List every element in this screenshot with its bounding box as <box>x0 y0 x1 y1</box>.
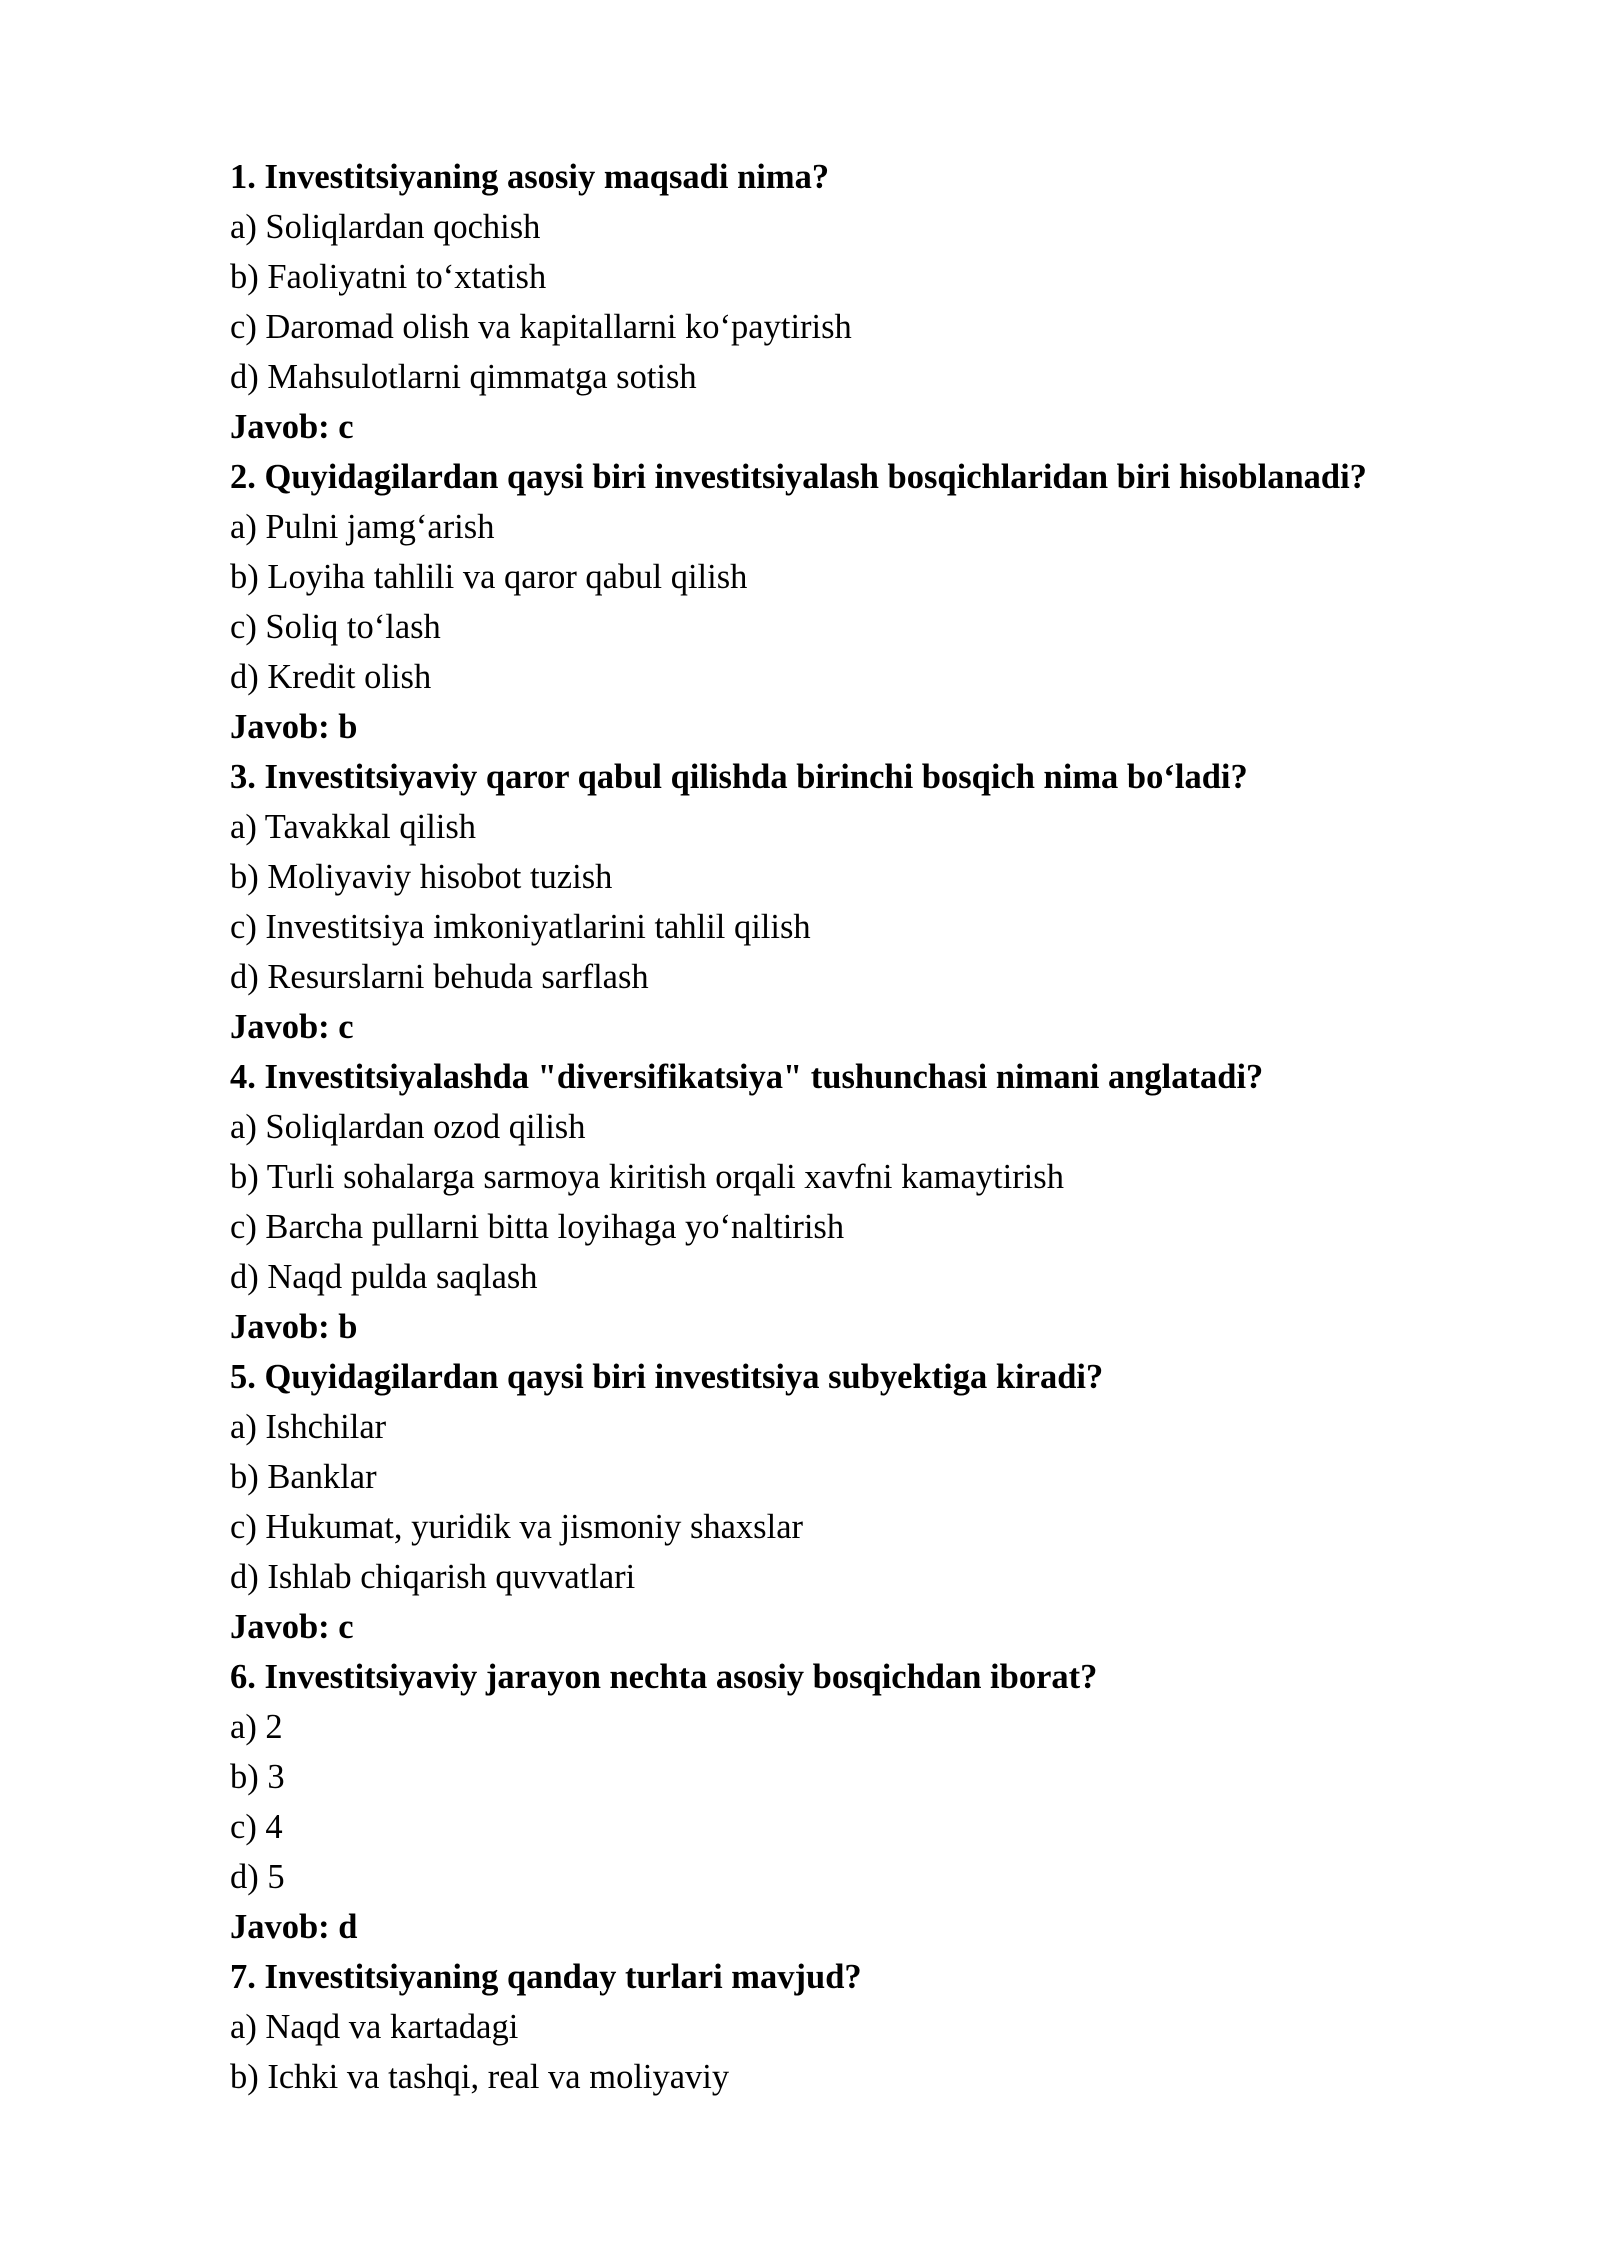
option-d: d) Ishlab chiqarish quvvatlari <box>230 1558 636 1596</box>
option-b: b) 3 <box>230 1758 285 1796</box>
option-b: b) Loyiha tahlili va qaror qabul qilish <box>230 558 748 596</box>
option-a: a) Soliqlardan ozod qilish <box>230 1108 586 1146</box>
option-c: c) Daromad olish va kapitallarni ko‘paytirish <box>230 308 852 346</box>
answer-line: Javob: c <box>230 1608 354 1646</box>
answer-line: Javob: b <box>230 1308 358 1346</box>
option-d: d) Naqd pulda saqlash <box>230 1258 538 1296</box>
answer-line: Javob: b <box>230 708 358 746</box>
question-title: 6. Investitsiyaviy jarayon nechta asosiy bosqichdan iborat? <box>230 1658 1098 1696</box>
option-c: c) Hukumat, yuridik va jismoniy shaxslar <box>230 1508 803 1546</box>
answer-line: Javob: c <box>230 1008 354 1046</box>
option-d: d) 5 <box>230 1858 285 1896</box>
question-block-1 <box>230 152 1530 452</box>
question-title: 3. Investitsiyaviy qaror qabul qilishda birinchi bosqich nima bo‘ladi? <box>230 758 1248 796</box>
option-c: c) Soliq to‘lash <box>230 608 441 646</box>
answer-line: Javob: d <box>230 1908 358 1946</box>
question-block-2 <box>230 452 1530 752</box>
option-c: c) Barcha pullarni bitta loyihaga yo‘naltirish <box>230 1208 845 1246</box>
option-d: d) Mahsulotlarni qimmatga sotish <box>230 358 697 396</box>
option-a: a) Naqd va kartadagi <box>230 2008 519 2046</box>
option-b: b) Banklar <box>230 1458 377 1496</box>
option-c: c) 4 <box>230 1808 283 1846</box>
option-c: c) Investitsiya imkoniyatlarini tahlil qilish <box>230 908 811 946</box>
document-page <box>230 152 1530 2102</box>
option-b: b) Ichki va tashqi, real va moliyaviy <box>230 2058 730 2096</box>
option-a: a) Ishchilar <box>230 1408 387 1446</box>
question-block-6 <box>230 1652 1530 1952</box>
option-d: d) Kredit olish <box>230 658 432 696</box>
question-block-4 <box>230 1052 1530 1352</box>
question-title: 5. Quyidagilardan qaysi biri investitsiya subyektiga kiradi? <box>230 1358 1104 1396</box>
option-a: a) Tavakkal qilish <box>230 808 477 846</box>
option-a: a) Soliqlardan qochish <box>230 208 541 246</box>
option-b: b) Turli sohalarga sarmoya kiritish orqali xavfni kamaytirish <box>230 1158 1064 1196</box>
option-a: a) Pulni jamg‘arish <box>230 508 495 546</box>
question-title: 1. Investitsiyaning asosiy maqsadi nima? <box>230 158 830 196</box>
question-title: 7. Investitsiyaning qanday turlari mavjud? <box>230 1958 862 1996</box>
question-block-7 <box>230 1952 1530 2102</box>
option-b: b) Faoliyatni to‘xtatish <box>230 258 547 296</box>
answer-line: Javob: c <box>230 408 354 446</box>
question-title: 4. Investitsiyalashda "diversifikatsiya" tushunchasi nimani anglatadi? <box>230 1058 1264 1096</box>
option-a: a) 2 <box>230 1708 283 1746</box>
option-b: b) Moliyaviy hisobot tuzish <box>230 858 613 896</box>
option-d: d) Resurslarni behuda sarflash <box>230 958 649 996</box>
question-block-3 <box>230 752 1530 1052</box>
question-block-5 <box>230 1352 1530 1652</box>
question-title: 2. Quyidagilardan qaysi biri investitsiyalash bosqichlaridan biri hisoblanadi? <box>230 458 1367 496</box>
